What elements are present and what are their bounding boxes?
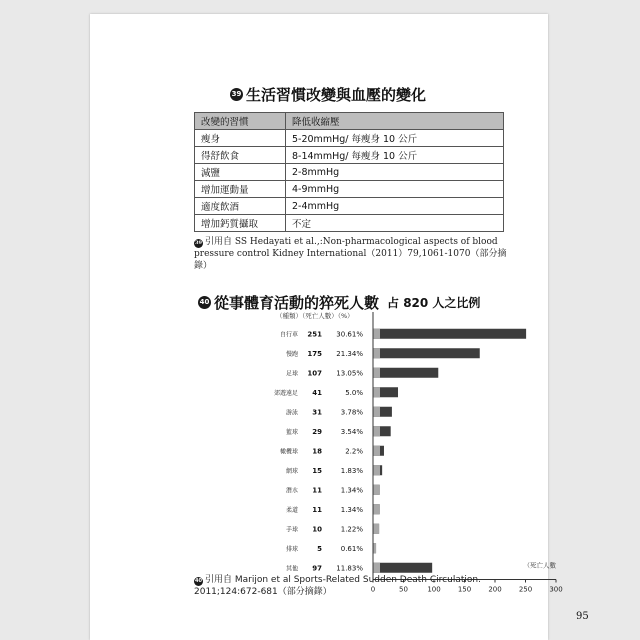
value-label: 29	[312, 427, 322, 436]
reduction-cell: 5-20mmHg/ 每瘦身 10 公斤	[286, 130, 504, 147]
habit-cell: 適度飲酒	[195, 198, 286, 215]
table-title-text: 生活習慣改變與血壓的變化	[246, 86, 427, 104]
table-row	[195, 181, 504, 198]
percent-label: 1.83%	[340, 466, 363, 475]
chart-citation	[194, 574, 524, 598]
chart-citation-text: 引用自 Marijon et al Sports-Related Sudden Death Circulation. 2011;124:672-681（部分摘錄）	[194, 575, 481, 597]
habit-cell: 減鹽	[195, 164, 286, 181]
value-label: 18	[312, 447, 322, 456]
percent-label: 1.34%	[340, 486, 363, 495]
value-label: 41	[312, 388, 322, 397]
value-label: 31	[312, 408, 322, 417]
bar-highlight	[373, 348, 380, 358]
category-label: 足球	[285, 370, 298, 378]
category-label: 游泳	[285, 409, 298, 417]
column-header-reduction: 降低收縮壓	[286, 113, 504, 130]
habit-cell: 增加運動量	[195, 181, 286, 198]
habit-cell: 增加鈣質攝取	[195, 215, 286, 232]
percent-label: 30.61%	[336, 330, 363, 339]
table-row	[195, 130, 504, 147]
category-label: 手球	[285, 526, 298, 534]
page-number: 95	[576, 611, 589, 622]
percent-label: 3.78%	[340, 408, 363, 417]
table-citation-text: 引用自 SS Hedayati et al.,:Non-pharmacological aspects of blood pressure control Kidney International（2011）79,1061-1070（部分摘錄）	[194, 237, 507, 271]
bar-highlight	[373, 465, 380, 475]
category-label: 籃球	[285, 428, 298, 436]
reduction-cell: 2-4mmHg	[286, 198, 504, 215]
table-row	[195, 164, 504, 181]
citation-badge: 39	[195, 240, 202, 246]
x-tick-label: 100	[427, 585, 441, 594]
table-citation	[194, 236, 514, 272]
x-tick-label: 200	[488, 585, 502, 594]
figure-number-badge: 39	[230, 88, 243, 101]
bar-highlight	[373, 446, 380, 456]
table-row	[195, 198, 504, 215]
percent-label: 21.34%	[336, 349, 363, 358]
citation-badge: 40	[195, 578, 202, 584]
column-header-habit: 改變的習慣	[195, 113, 286, 130]
book-page	[90, 14, 589, 640]
value-label: 97	[312, 564, 322, 573]
percent-label: 3.54%	[340, 427, 363, 436]
value-label: 107	[307, 369, 322, 378]
value-label: 11	[312, 505, 322, 514]
habit-cell: 得舒飲食	[195, 147, 286, 164]
reduction-cell: 8-14mmHg/ 每瘦身 10 公斤	[286, 147, 504, 164]
value-label: 5	[317, 544, 322, 553]
x-tick-label: 150	[457, 585, 472, 594]
bar	[373, 368, 438, 378]
percent-label: 5.0%	[345, 388, 363, 397]
table-header-row	[195, 113, 504, 130]
chart-column-headers: （種類）（死亡人數）（%）	[276, 312, 354, 320]
bar-highlight	[373, 524, 379, 534]
table-row	[195, 215, 504, 232]
habit-table	[194, 112, 504, 232]
percent-label: 2.2%	[345, 447, 363, 456]
category-label: 柔道	[285, 506, 298, 514]
value-label: 251	[307, 330, 322, 339]
percent-label: 1.34%	[340, 505, 363, 514]
value-label: 11	[312, 486, 322, 495]
category-label: 橄欖球	[279, 448, 298, 456]
reduction-cell: 2-8mmHg	[286, 164, 504, 181]
figure-number-badge: 40	[198, 296, 211, 309]
x-tick-label: 300	[549, 585, 563, 594]
value-label: 175	[307, 349, 322, 358]
category-label: 潛水	[285, 487, 298, 495]
bar-highlight	[373, 563, 380, 573]
category-label: 排球	[285, 545, 298, 553]
bar-highlight	[373, 329, 380, 339]
percent-label: 11.83%	[336, 564, 363, 573]
value-label: 10	[312, 525, 322, 534]
chart-subtitle: 占 820 人之比例	[387, 296, 481, 310]
bar-highlight	[373, 426, 380, 436]
percent-label: 0.61%	[340, 544, 363, 553]
category-label: 郊遊遠足	[273, 389, 298, 397]
x-tick-label: 250	[518, 585, 533, 594]
bar-highlight	[373, 485, 380, 495]
category-label: 自行車	[279, 331, 298, 339]
category-label: 網球	[285, 467, 298, 475]
bar-highlight	[373, 407, 380, 417]
reduction-cell: 不定	[286, 215, 504, 232]
value-label: 15	[312, 466, 322, 475]
bar	[373, 563, 432, 573]
bar-highlight	[373, 368, 380, 378]
bar-highlight	[373, 504, 380, 514]
bar-highlight	[373, 387, 380, 397]
percent-label: 13.05%	[336, 369, 363, 378]
bar	[373, 329, 526, 339]
chart-title-text: 從事體育活動的猝死人數	[214, 294, 380, 312]
table-title	[230, 84, 426, 105]
x-tick-label: 50	[399, 585, 408, 594]
habit-cell: 瘦身	[195, 130, 286, 147]
category-label: 其他	[285, 565, 298, 573]
bar	[373, 348, 480, 358]
category-label: 慢跑	[285, 350, 298, 358]
reduction-cell: 4-9mmHg	[286, 181, 504, 198]
x-axis-label: （死亡人數	[523, 561, 556, 570]
table-row	[195, 147, 504, 164]
x-tick-label: 0	[370, 585, 376, 594]
percent-label: 1.22%	[340, 525, 363, 534]
